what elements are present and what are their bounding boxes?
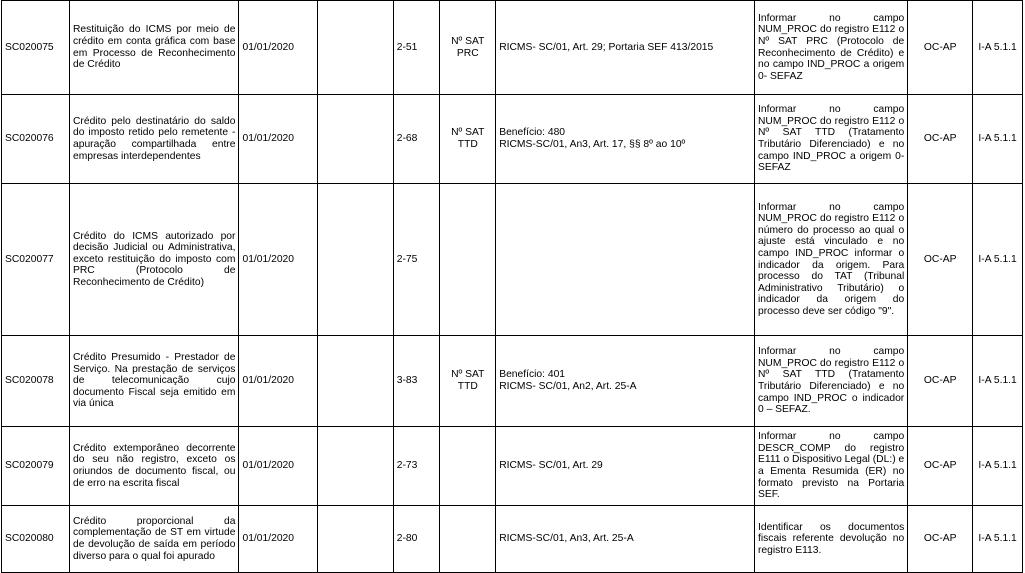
date-cell: 01/01/2020 xyxy=(239,506,317,573)
adjustment-codes-table xyxy=(1,0,1023,573)
table-row xyxy=(2,427,1023,506)
description-cell: Crédito pelo destinatário do saldo do imposto retido pelo remetente - apuração compartilhada entre empresas interdependentes xyxy=(69,95,238,184)
code-cell: SC020077 xyxy=(2,184,70,336)
classification-cell: OC-AP xyxy=(908,336,973,427)
legal-basis-cell xyxy=(496,427,755,506)
sat-cell: Nº SAT TTD xyxy=(440,336,496,427)
classification-cell: OC-AP xyxy=(908,427,973,506)
date-cell: 01/01/2020 xyxy=(239,336,317,427)
legal-basis-line: RICMS- SC/01, Art. 29 xyxy=(499,460,603,472)
instruction-cell: Identificar os documentos fiscais referente devolução no registro E113. xyxy=(755,506,908,573)
reference-cell: I-A 5.1.1 xyxy=(973,184,1023,336)
legal-basis-line: RICMS- SC/01, An2, Art. 25-A xyxy=(499,381,637,392)
legal-basis-cell xyxy=(496,184,755,336)
legal-basis-line: Benefício: 480 xyxy=(499,127,566,139)
classification-cell: OC-AP xyxy=(908,95,973,184)
legal-basis-cell xyxy=(496,1,755,95)
legal-basis-line: Benefício: 401 xyxy=(499,369,566,381)
code-cell: SC020075 xyxy=(2,1,70,95)
number-cell: 3-83 xyxy=(393,336,440,427)
legal-basis-line: RICMS-SC/01, An3, Art. 17, §§ 8º ao 10º xyxy=(499,139,686,150)
date-cell: 01/01/2020 xyxy=(239,427,317,506)
empty-cell xyxy=(317,95,393,184)
classification-cell: OC-AP xyxy=(908,506,973,573)
code-cell: SC020080 xyxy=(2,506,70,573)
description-cell: Crédito do ICMS autorizado por decisão Judicial ou Administrativa, exceto restituição do imposto com PRC (Protocolo de Reconhecimento de Crédito) xyxy=(69,184,238,336)
reference-cell: I-A 5.1.1 xyxy=(973,427,1023,506)
date-cell: 01/01/2020 xyxy=(239,184,317,336)
instruction-cell: Informar no campo NUM_PROC do registro E112 o Nº SAT TTD (Tratamento Tributário Diferenciado) e no campo IND_PROC a origem 0- SEFAZ xyxy=(755,95,908,184)
reference-cell: I-A 5.1.1 xyxy=(973,1,1023,95)
instruction-cell: Informar no campo DESCR_COMP do registro E111 o Dispositivo Legal (DL:) e a Ementa Resumida (ER) no formato previsto na Portaria SEF. xyxy=(755,427,908,506)
date-cell: 01/01/2020 xyxy=(239,95,317,184)
reference-cell: I-A 5.1.1 xyxy=(973,95,1023,184)
table-row xyxy=(2,95,1023,184)
reference-cell: I-A 5.1.1 xyxy=(973,506,1023,573)
classification-cell: OC-AP xyxy=(908,1,973,95)
description-cell: Crédito extemporâneo decorrente do seu não registro, exceto os oriundos de documento fiscal, ou de erro na escrita fiscal xyxy=(69,427,238,506)
instruction-cell: Informar no campo NUM_PROC do registro E112 o Nº SAT TTD (Tratamento Tributário Diferenciado) e no campo IND_PROC o indicador 0 – SEFAZ. xyxy=(755,336,908,427)
sat-cell xyxy=(440,427,496,506)
empty-cell xyxy=(317,1,393,95)
number-cell: 2-75 xyxy=(393,184,440,336)
legal-basis-cell xyxy=(496,336,755,427)
empty-cell xyxy=(317,427,393,506)
legal-basis-line: RICMS-SC/01, An3, Art. 25-A xyxy=(499,533,634,545)
table-row xyxy=(2,184,1023,336)
reference-cell: I-A 5.1.1 xyxy=(973,336,1023,427)
description-cell: Crédito proporcional da complementação de ST em virtude de devolução de saída em período diverso para o qual foi apurado xyxy=(69,506,238,573)
sat-cell: Nº SAT TTD xyxy=(440,95,496,184)
instruction-cell: Informar no campo NUM_PROC do registro E112 o Nº SAT PRC (Protocolo de Reconhecimento de Crédito) e no campo IND_PROC a origem 0- SEFAZ xyxy=(755,1,908,95)
number-cell: 2-68 xyxy=(393,95,440,184)
table-row xyxy=(2,506,1023,573)
legal-basis-cell xyxy=(496,506,755,573)
code-cell: SC020076 xyxy=(2,95,70,184)
description-cell: Crédito Presumido - Prestador de Serviço. Na prestação de serviços de telecomunicação cujo documento Fiscal seja emitido em via única xyxy=(69,336,238,427)
table-row xyxy=(2,1,1023,95)
legal-basis-line: RICMS- SC/01, Art. 29; Portaria SEF 413/2015 xyxy=(499,41,714,53)
empty-cell xyxy=(317,506,393,573)
description-cell: Restituição do ICMS por meio de crédito em conta gráfica com base em Processo de Reconhecimento de Crédito xyxy=(69,1,238,95)
code-cell: SC020078 xyxy=(2,336,70,427)
legal-basis-cell xyxy=(496,95,755,184)
date-cell: 01/01/2020 xyxy=(239,1,317,95)
sat-cell: Nº SAT PRC xyxy=(440,1,496,95)
instruction-cell: Informar no campo NUM_PROC do registro E112 o número do processo ao qual o ajuste está vinculado e no campo IND_PROC informar o indicador da origem. Para processo do TAT (Tribunal Administrativo Tributário) o indicador da origem do processo deve ser código "9". xyxy=(755,184,908,336)
empty-cell xyxy=(317,336,393,427)
table-row xyxy=(2,336,1023,427)
code-cell: SC020079 xyxy=(2,427,70,506)
empty-cell xyxy=(317,184,393,336)
classification-cell: OC-AP xyxy=(908,184,973,336)
number-cell: 2-73 xyxy=(393,427,440,506)
sat-cell xyxy=(440,506,496,573)
number-cell: 2-80 xyxy=(393,506,440,573)
number-cell: 2-51 xyxy=(393,1,440,95)
sat-cell xyxy=(440,184,496,336)
